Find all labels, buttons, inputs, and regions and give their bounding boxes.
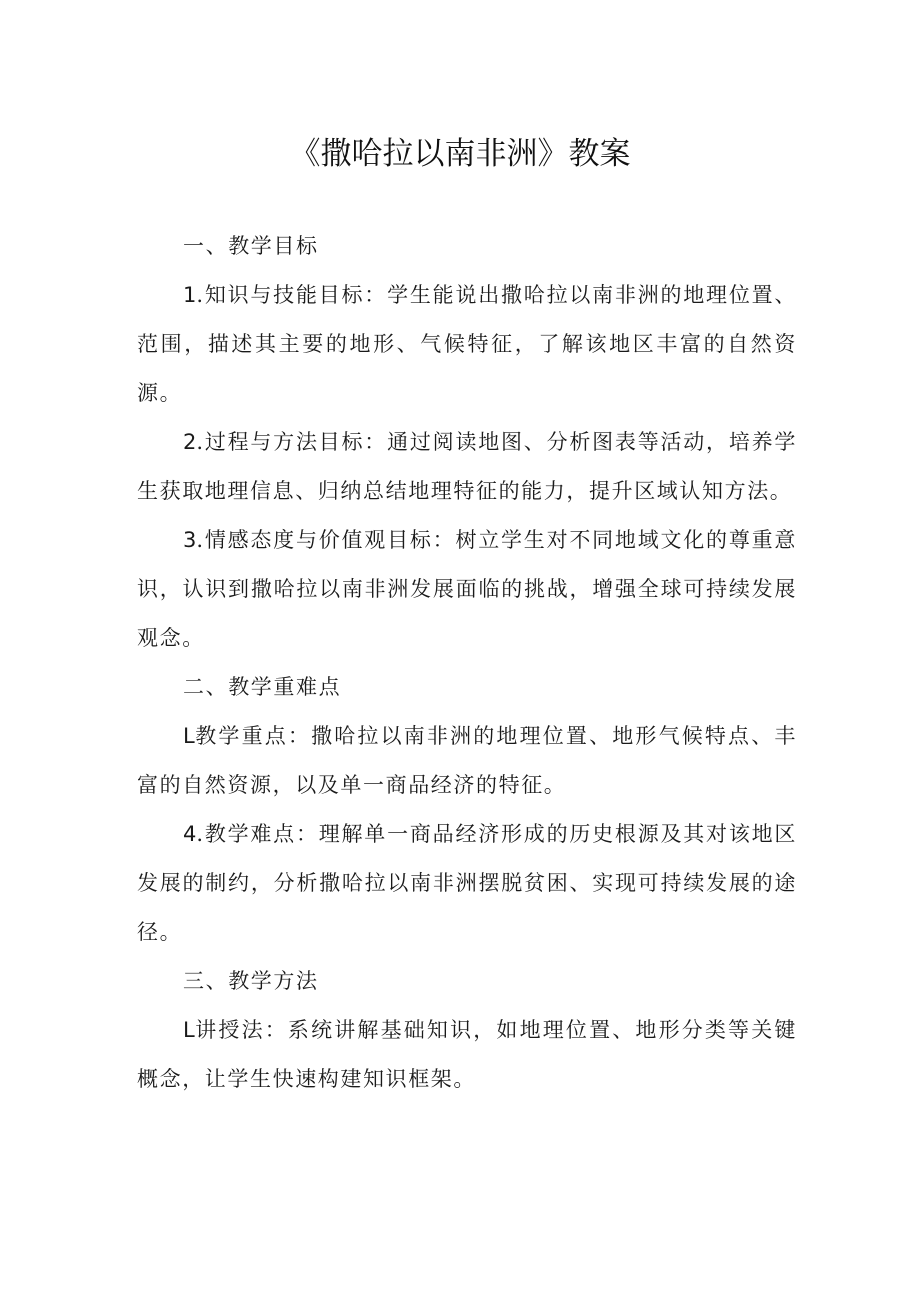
paragraph bbox=[137, 516, 797, 663]
paragraph bbox=[137, 810, 797, 957]
section-heading: 三、教学方法 bbox=[183, 969, 319, 993]
document-title: 《撒哈拉以南非洲》教案 bbox=[289, 136, 631, 172]
document-body bbox=[137, 222, 797, 1104]
paragraph-text: 讲授法：系统讲解基础知识，如地理位置、地形分类等关键概念，让学生快速构建知识框架。 bbox=[137, 1018, 797, 1091]
paragraph-text: .教学难点：理解单一商品经济形成的历史根源及其对该地区发展的制约，分析撒哈拉以南非洲摆脱贫困、实现可持续发展的途径。 bbox=[137, 822, 797, 944]
section-heading: 二、教学重难点 bbox=[183, 675, 342, 699]
paragraph-marker: L bbox=[183, 1018, 195, 1042]
paragraph-text: .过程与方法目标：通过阅读地图、分析图表等活动，培养学生获取地理信息、归纳总结地理特征的能力，提升区域认知方法。 bbox=[137, 430, 797, 503]
paragraph bbox=[137, 1006, 797, 1104]
section-heading: 一、教学目标 bbox=[183, 234, 319, 258]
paragraph-text: .知识与技能目标：学生能说出撒哈拉以南非洲的地理位置、范围，描述其主要的地形、气候特征，了解该地区丰富的自然资源。 bbox=[137, 283, 797, 405]
paragraph-text: 教学重点：撒哈拉以南非洲的地理位置、地形气候特点、丰富的自然资源，以及单一商品经济的特征。 bbox=[137, 724, 797, 797]
paragraph-marker: 3 bbox=[183, 528, 197, 552]
paragraph bbox=[137, 418, 797, 516]
paragraph-marker: 2 bbox=[183, 430, 197, 454]
paragraph-text: .情感态度与价值观目标：树立学生对不同地域文化的尊重意识，认识到撒哈拉以南非洲发展面临的挑战，增强全球可持续发展观念。 bbox=[137, 528, 797, 650]
paragraph bbox=[137, 712, 797, 810]
paragraph-marker: 4 bbox=[183, 822, 197, 846]
paragraph-marker: L bbox=[183, 724, 195, 748]
paragraph bbox=[137, 271, 797, 418]
paragraph-marker: 1 bbox=[183, 283, 197, 307]
